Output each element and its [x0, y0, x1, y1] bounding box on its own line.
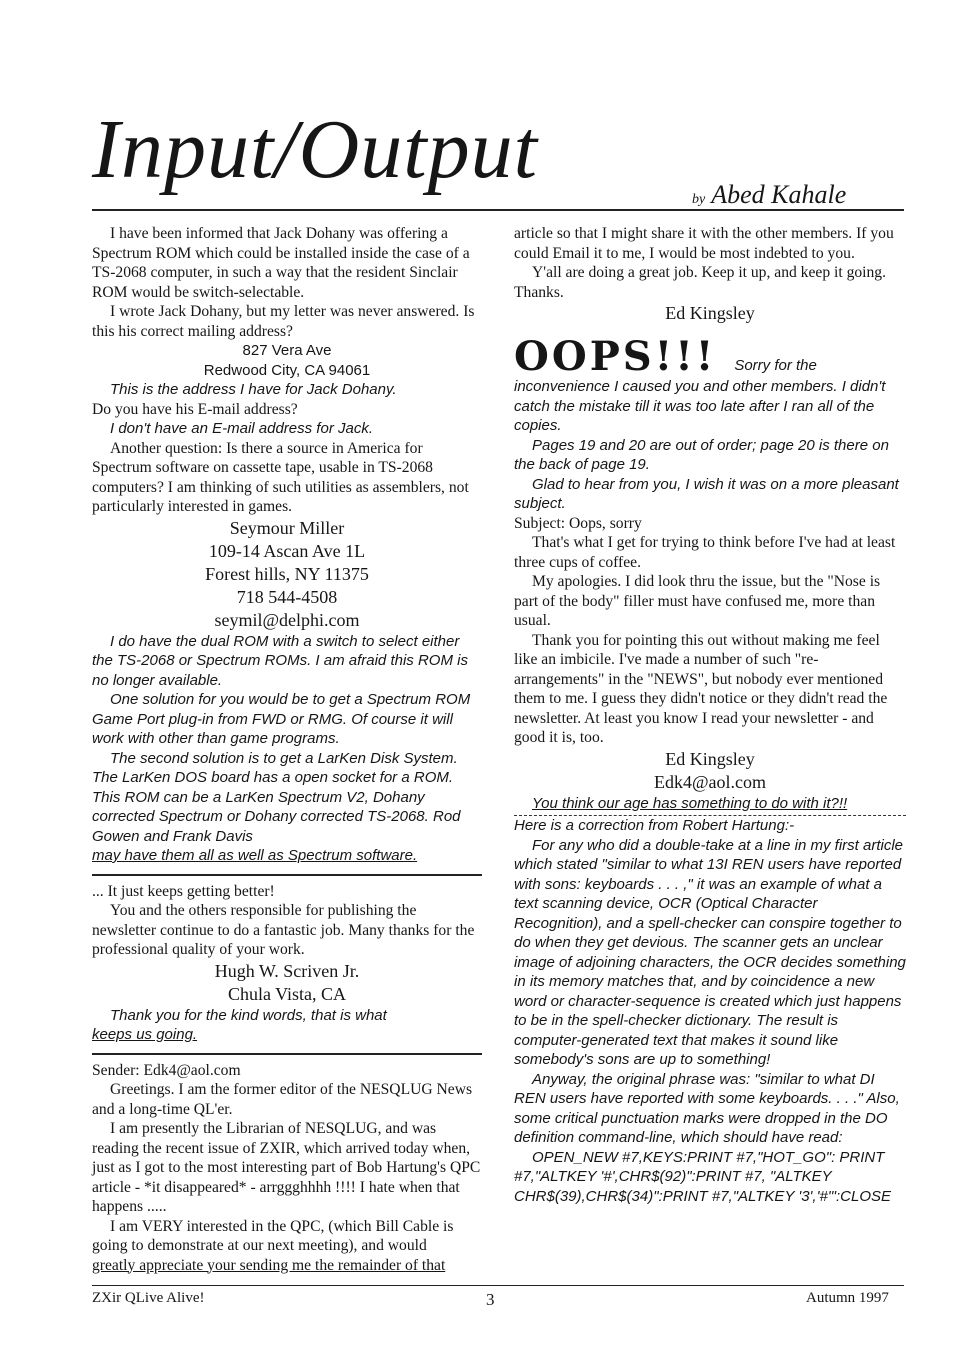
editor-reply: inconvenience I caused you and other members. I didn't catch the mistake till it was too late after I ran all of the copies. [514, 378, 886, 434]
letter-paragraph: Do you have his E-mail address? [92, 400, 298, 418]
code-line: OPEN_NEW #7,KEYS:PRINT #7,"HOT_GO": PRINT #7,"ALTKEY '#',CHR$(92)":PRINT #7, "ALTKEY CHR$(39),CHR$(34)":PRINT #7,"ALTKEY '3','#'":CLOSE [514, 1148, 891, 1205]
letter-paragraph: greatly appreciate your sending me the remainder of that [92, 1256, 446, 1274]
letter-paragraph: I am presently the Librarian of NESQLUG, and was reading the recent issue of ZXIR, which arrived today when, just as I got to the most interesting part of Bob Hartung's QPC article - *it disappeared* - arrggghhhh !!!! I hate when that happens ..... [92, 1120, 481, 1215]
oops-title: OOPS!!! [514, 333, 717, 380]
author-name: Abed Kahale [711, 180, 847, 209]
signature-line: Seymour Miller [229, 517, 345, 538]
editor-reply: I don't have an E-mail address for Jack. [110, 420, 373, 437]
editor-reply: Pages 19 and 20 are out of order; page 20 is there on the back of page 19. [514, 436, 889, 473]
address-line: Redwood City, CA 94061 [203, 361, 371, 379]
left-column [92, 224, 482, 1275]
letter-paragraph: I have been informed that Jack Dohany was offering a Spectrum ROM which could be installed inside the case of a TS-2068 computer, in such a way that the resident Sinclair ROM would be switch-selectable. [92, 225, 470, 301]
editor-reply: Thank you for the kind words, that is what [110, 1006, 387, 1024]
right-column [514, 224, 906, 1206]
signature-line: 109-14 Ascan Ave 1L [208, 540, 366, 561]
letter-paragraph: ... It just keeps getting better! [92, 882, 275, 900]
title-rule [92, 209, 904, 211]
signature-line: Hugh W. Scriven Jr. [214, 960, 360, 981]
section-rule [92, 1053, 482, 1055]
letter-paragraph: Greetings. I am the former editor of the NESQLUG News and a long-time QL'er. [92, 1081, 473, 1118]
section-rule [92, 874, 482, 876]
footer-publication: ZXir QLive Alive! [92, 1290, 205, 1306]
signature-email: Edk4@aol.com [653, 771, 767, 792]
footer-rule [92, 1285, 904, 1286]
page-title: Input/Output [92, 103, 538, 196]
editor-reply: Anyway, the original phrase was: "similar to what DI REN users have reported with some keyboards. . . ." Also, some critical punctuation marks were dropped in the DO definition command-line, which should have read: [514, 1070, 900, 1146]
signature-line: Chula Vista, CA [227, 983, 347, 1004]
signature-line: Forest hills, NY 11375 [205, 563, 369, 584]
signature-line: Ed Kingsley [665, 303, 755, 323]
address-line: 827 Vera Ave [242, 342, 332, 359]
signature-email: seymil@delphi.com [214, 609, 360, 630]
oops-heading [514, 333, 906, 380]
byline [692, 180, 846, 210]
letter-paragraph: My apologies. I did look thru the issue, but the "Nose is part of the body" filler must have confused me, more than usual. [514, 573, 881, 629]
letter-paragraph: Subject: Oops, sorry [514, 514, 642, 532]
footer-page-number: 3 [486, 1290, 495, 1309]
letter-paragraph: Y'all are doing a great job. Keep it up, and keep it going. Thanks. [514, 264, 886, 301]
signature-line: 718 544-4508 [236, 586, 338, 607]
editor-reply: Here is a correction from Robert Hartung:- [514, 817, 795, 834]
editor-reply: I do have the dual ROM with a switch to select either the TS-2068 or Spectrum ROMs. I am afraid this ROM is no longer available. [92, 632, 468, 689]
editor-reply: This is the address I have for Jack Dohany. [110, 381, 397, 398]
editor-reply: One solution for you would be to get a Spectrum ROM Game Port plug-in from FWD or RMG. Of course it will work with other than game programs. [92, 691, 471, 747]
letter-paragraph: Thank you for pointing this out without making me feel like an imbicile. I've made a number of such "re-arrangements" in the "NEWS", but nobody ever mentioned them to me. I guess they didn't notice or they didn't read the newsletter. At least you know I read your newsletter - and good it is, too. [514, 631, 888, 746]
byline-by: by [692, 192, 706, 207]
letter-paragraph: Another question: Is there a source in America for Spectrum software on cassette tape, usable in TS-2068 computers? I am thinking of such utilities as assemblers, not particularly interested in games. [92, 439, 469, 515]
letter-paragraph: I am VERY interested in the QPC, (which Bill Cable is going to demonstrate at our next meeting), and would [92, 1217, 454, 1254]
footer-issue: Autumn 1997 [806, 1290, 889, 1306]
letter-paragraph: article so that I might share it with the other members. If you could Email it to me, I would be most indebted to you. [514, 225, 894, 262]
editor-reply: For any who did a double-take at a line in my first article which stated "similar to what 13I REN users have reported with sons: keyboards . . . ," it was an example of what a text scanning device, OCR (Optical Character Recognition), and a spell-checker can conspire together to do when they get devious. The scanner gets an unclear image of adjoining characters, the OCR decides something in its memory matches that, and by coincidence a new word or character-sequence is created which just happens to be in the spell-checker dictionary. The result is computer-generated text that makes it sound like somebody's sons are up to something! [514, 836, 906, 1068]
editor-reply: You think our age has something to do with it?!! [532, 794, 848, 812]
editor-reply: Glad to hear from you, I wish it was on a more pleasant subject. [514, 475, 899, 512]
signature-line: Ed Kingsley [665, 748, 755, 769]
editor-reply: keeps us going. [92, 1026, 198, 1043]
letter-paragraph: Sender: Edk4@aol.com [92, 1061, 241, 1079]
editor-reply: The second solution is to get a LarKen Disk System. The LarKen DOS board has a open socket for a ROM. This ROM can be a LarKen Spectrum V2, Dohany corrected Spectrum or Dohany corrected TS-2068. Rod Gowen and Frank Davis [92, 749, 461, 845]
letter-paragraph: That's what I get for trying to think before I've had at least three cups of coffee. [514, 534, 896, 571]
letter-paragraph: You and the others responsible for publishing the newsletter continue to do a fantastic job. Many thanks for the professional quality of your work. [92, 902, 475, 958]
editor-reply: may have them all as well as Spectrum software. [92, 847, 418, 864]
oops-tail: Sorry for the [734, 357, 817, 374]
letter-paragraph: I wrote Jack Dohany, but my letter was never answered. Is this his correct mailing address? [92, 303, 475, 340]
